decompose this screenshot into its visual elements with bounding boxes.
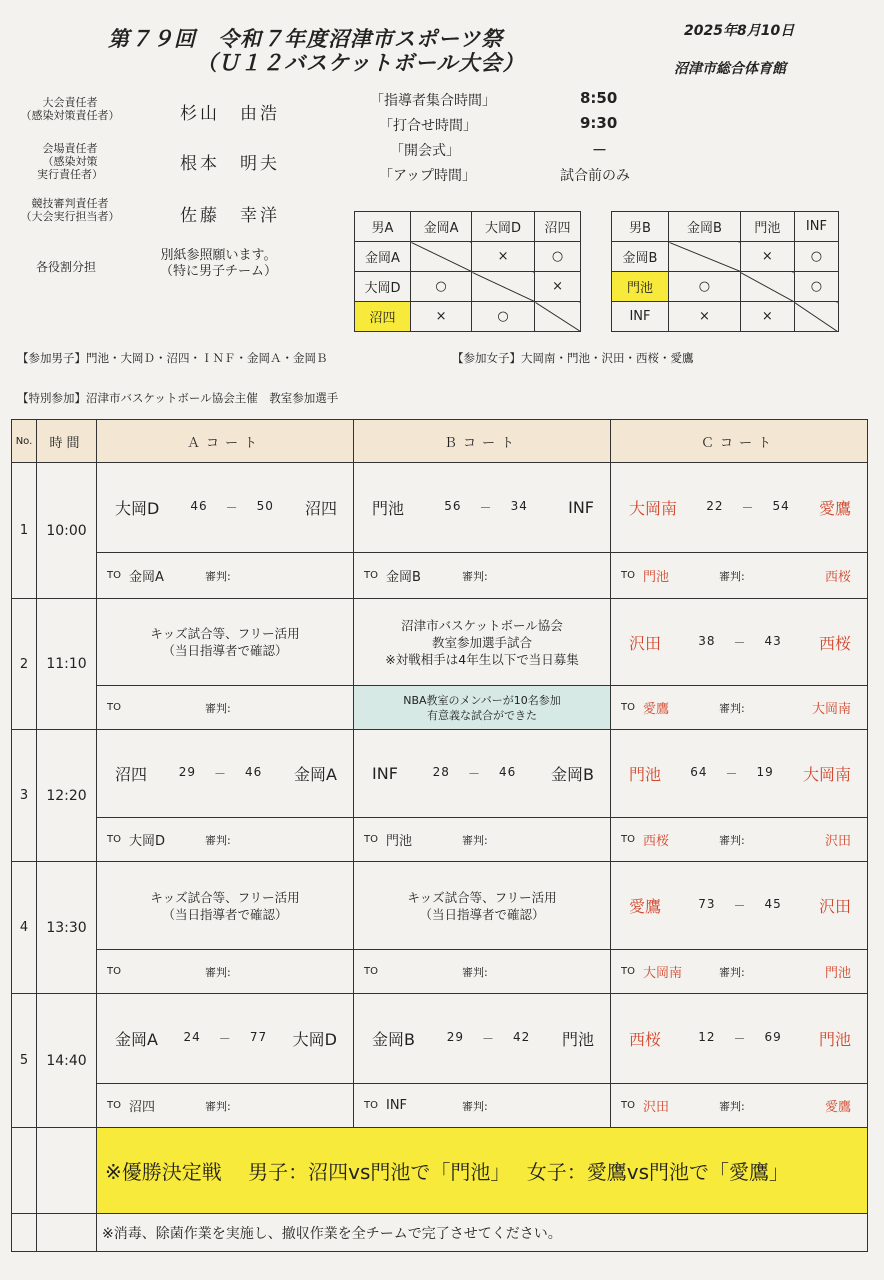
court-c-match — [611, 599, 868, 686]
team-away: 門池 — [818, 1030, 851, 1049]
group-a-corner: 男A — [355, 212, 411, 242]
group-b-cell-self — [669, 242, 741, 272]
court-b-note — [354, 599, 611, 686]
group-a-row-name-winner: 沼四 — [355, 302, 411, 332]
group-b-table — [611, 211, 839, 332]
court-c-match — [611, 730, 868, 818]
group-a-col: 大岡D — [472, 212, 535, 242]
roles-label: 各役割分担 — [36, 260, 97, 274]
court-a-match — [97, 463, 354, 553]
court-c-match — [611, 862, 868, 950]
score-away: 42 — [512, 1030, 531, 1044]
group-b-col: INF — [794, 212, 838, 242]
court-b-officials — [354, 950, 611, 994]
group-b-cell: ○ — [669, 272, 741, 302]
team-home: 沢田 — [629, 633, 662, 653]
team-away: 金岡A — [294, 765, 337, 784]
time-value-gather: 8:50 — [580, 89, 618, 107]
note-line-2: （当日指導者で確認） — [419, 906, 545, 922]
schedule-header-row — [12, 420, 868, 463]
event-date: 2025年8月10日 — [684, 23, 795, 39]
final-empty-no — [12, 1128, 37, 1214]
group-b-cell: ○ — [794, 272, 838, 302]
court-c-officials — [611, 686, 868, 730]
court-a-officials — [97, 950, 354, 994]
time-label-gather: 「指導者集合時間」 — [370, 93, 496, 109]
group-a-cell-self — [535, 302, 581, 332]
referee-label: 審判: — [204, 569, 231, 583]
to-team: 金岡A — [128, 570, 164, 585]
referee-label: 審判: — [718, 569, 745, 583]
score-home: 46 — [190, 499, 208, 513]
referee-team: 西桜 — [824, 570, 851, 585]
group-a-col: 沼四 — [535, 212, 581, 242]
group-a-col: 金岡A — [411, 212, 472, 242]
role-1-line-2: （感染対策責任者） — [20, 109, 120, 122]
score-dash: － — [741, 501, 755, 515]
time-label-meeting: 「打合せ時間」 — [379, 118, 477, 134]
team-home: 大岡南 — [629, 499, 678, 518]
to-label: TO — [107, 570, 121, 581]
venue-name: 沼津市総合体育館 — [674, 61, 786, 77]
score-home: 56 — [444, 499, 462, 513]
court-c-officials — [611, 553, 868, 599]
round-2-to-row — [12, 686, 868, 730]
group-a-cell: × — [411, 302, 472, 332]
court-b-officials — [354, 818, 611, 862]
team-away: 金岡B — [551, 765, 594, 784]
nba-note-line-1: NBA教室のメンバーが10名参加 — [403, 693, 561, 707]
roles-note — [160, 248, 277, 280]
team-home: 大岡D — [115, 499, 160, 518]
to-team: 沢田 — [642, 1100, 669, 1115]
referee-team: 大岡南 — [811, 702, 851, 717]
referee-label: 審判: — [461, 1099, 488, 1113]
role-3-line-1: 競技審判責任者 — [31, 197, 109, 210]
to-team: 門池 — [385, 834, 412, 849]
referee-label: 審判: — [718, 1099, 745, 1113]
to-team: 西桜 — [642, 834, 669, 849]
group-a-cell: ○ — [472, 302, 535, 332]
round-time: 13:30 — [37, 862, 97, 994]
court-a-officials — [97, 686, 354, 730]
to-label: TO — [364, 966, 378, 977]
score-dash: － — [218, 1032, 232, 1046]
round-4-match-row — [12, 862, 868, 950]
role-3-line-2: （大会実行担当者） — [20, 210, 120, 223]
score-away: 77 — [249, 1030, 268, 1044]
to-team: 愛鷹 — [642, 702, 669, 717]
role-2-line-3: 実行責任者） — [37, 168, 103, 181]
note-line-2: （当日指導者で確認） — [162, 906, 288, 922]
group-b-cell-self — [740, 272, 794, 302]
round-number: 2 — [12, 599, 37, 730]
note-line-3: ※対戦相手は4年生以下で当日募集 — [385, 651, 579, 667]
footer-empty-no — [12, 1214, 37, 1252]
referee-label: 審判: — [204, 701, 231, 715]
group-b-col: 金岡B — [669, 212, 741, 242]
round-time: 14:40 — [37, 994, 97, 1128]
to-label: TO — [107, 702, 121, 713]
round-number: 4 — [12, 862, 37, 994]
header-court-b: Ｂコート — [354, 420, 611, 463]
score-away: 46 — [245, 765, 263, 779]
time-value-opening: － — [592, 141, 608, 159]
team-away: INF — [568, 498, 594, 517]
round-time: 11:10 — [37, 599, 97, 730]
note-line-1: キッズ試合等、フリー活用 — [150, 626, 300, 641]
court-b-nba-note — [354, 686, 611, 730]
score-dash: － — [467, 767, 481, 781]
round-time: 10:00 — [37, 463, 97, 599]
group-b-col: 門池 — [740, 212, 794, 242]
role-2-line-2: （感染対策 — [42, 155, 98, 168]
round-1-match-row — [12, 463, 868, 553]
team-home: INF — [372, 764, 398, 783]
team-home: 金岡A — [115, 1030, 158, 1049]
score-home: 29 — [178, 765, 197, 779]
group-a-cell: ○ — [411, 272, 472, 302]
score-home: 29 — [446, 1030, 464, 1044]
header-no: No. — [12, 420, 37, 463]
to-label: TO — [107, 1100, 121, 1111]
note-line-1: キッズ試合等、フリー活用 — [407, 889, 557, 905]
referee-label: 審判: — [204, 965, 231, 979]
court-a-officials — [97, 818, 354, 862]
score-away: 69 — [764, 1030, 782, 1044]
court-b-officials — [354, 1084, 611, 1128]
official-name-3: 佐藤 幸洋 — [180, 206, 280, 226]
role-1-line-1: 大会責任者 — [42, 96, 98, 109]
score-away: 45 — [764, 897, 782, 911]
title-line-1: 第７９回 令和７年度沼津市スポーツ祭 — [108, 26, 504, 51]
team-away: 沢田 — [818, 897, 851, 916]
score-dash: － — [733, 635, 747, 650]
group-b-cell-self — [794, 302, 838, 332]
team-home: 愛鷹 — [629, 897, 662, 916]
participants-girls: 【参加女子】大岡南・門池・沢田・西桜・愛鷹 — [452, 351, 694, 365]
court-a-officials — [97, 1084, 354, 1128]
round-number: 1 — [12, 463, 37, 599]
header-court-c: Ｃコート — [611, 420, 868, 463]
group-a-table — [354, 211, 581, 332]
round-1-to-row — [12, 553, 868, 599]
team-home: 沼四 — [115, 765, 148, 784]
to-team: 沼四 — [128, 1100, 155, 1115]
score-home: 38 — [698, 633, 716, 648]
team-home: 西桜 — [629, 1030, 662, 1049]
round-time: 12:20 — [37, 730, 97, 862]
to-label: TO — [364, 570, 378, 581]
to-team: 大岡D — [128, 834, 165, 849]
round-5-match-row — [12, 994, 868, 1084]
official-role-2 — [14, 142, 126, 181]
group-b-corner: 男B — [612, 212, 669, 242]
round-2-match-row — [12, 599, 868, 686]
note-line-2: （当日指導者で確認） — [162, 643, 288, 658]
group-b-cell: ○ — [794, 242, 838, 272]
score-dash: － — [733, 1032, 747, 1046]
group-b-cell: × — [740, 302, 794, 332]
round-3-to-row — [12, 818, 868, 862]
to-label: TO — [107, 966, 121, 977]
score-away: 50 — [256, 499, 274, 513]
group-b-row-name-winner: 門池 — [612, 272, 669, 302]
footer-row — [12, 1214, 868, 1252]
court-c-officials — [611, 1084, 868, 1128]
score-home: 28 — [432, 765, 450, 779]
score-dash: － — [733, 899, 747, 913]
final-empty-time — [37, 1128, 97, 1214]
note-line-1: キッズ試合等、フリー活用 — [150, 889, 300, 905]
team-away: 愛鷹 — [818, 499, 851, 518]
court-c-officials — [611, 818, 868, 862]
to-label: TO — [621, 570, 635, 581]
official-role-1 — [14, 96, 126, 122]
team-home: 門池 — [372, 499, 405, 518]
court-a-officials — [97, 553, 354, 599]
note-line-2: 教室参加選手試合 — [431, 634, 532, 650]
referee-label: 審判: — [461, 965, 488, 979]
final-result-banner: ※優勝決定戦 男子：沼四vs門池で「門池」 女子：愛鷹vs門池で「愛鷹」 — [97, 1128, 868, 1214]
to-label: TO — [364, 834, 378, 845]
roles-note-1: 別紙参照願います。 — [160, 248, 277, 263]
official-name-1: 杉山 由浩 — [180, 104, 280, 124]
score-home: 12 — [698, 1030, 716, 1044]
header-court-a: Ａコート — [97, 420, 354, 463]
to-team: 大岡南 — [642, 966, 682, 981]
score-away: 43 — [764, 633, 782, 648]
court-c-match — [611, 994, 868, 1084]
score-dash: － — [479, 501, 493, 515]
group-b-row-name: 金岡B — [612, 242, 669, 272]
nba-note-line-2: 有意義な試合ができた — [427, 708, 537, 722]
court-a-note — [97, 599, 354, 686]
group-b-cell: × — [669, 302, 741, 332]
score-away: 19 — [756, 765, 774, 779]
to-label: TO — [621, 702, 635, 713]
score-dash: － — [225, 501, 239, 515]
score-dash: － — [214, 767, 228, 781]
court-a-match — [97, 730, 354, 818]
to-label: TO — [621, 1100, 635, 1111]
referee-label: 審判: — [204, 833, 231, 847]
group-a-cell: × — [472, 242, 535, 272]
group-b-cell: × — [740, 242, 794, 272]
time-label-warmup: 「アップ時間」 — [379, 168, 477, 184]
referee-team: 愛鷹 — [824, 1100, 851, 1115]
score-away: 46 — [498, 765, 517, 779]
round-number: 3 — [12, 730, 37, 862]
to-team: 金岡B — [385, 570, 421, 585]
referee-team: 門池 — [824, 966, 851, 981]
role-2-line-1: 会場責任者 — [42, 142, 98, 155]
group-a-cell: × — [535, 272, 581, 302]
score-home: 24 — [183, 1030, 201, 1044]
referee-label: 審判: — [461, 569, 488, 583]
score-home: 73 — [698, 897, 716, 911]
team-away: 西桜 — [818, 633, 851, 653]
court-a-match — [97, 994, 354, 1084]
group-a-row-name: 金岡A — [355, 242, 411, 272]
footer-note: ※消毒、除菌作業を実施し、撤収作業を全チームで完了させてください。 — [97, 1214, 868, 1252]
court-b-match — [354, 463, 611, 553]
referee-team: 沢田 — [824, 834, 851, 849]
to-label: TO — [621, 966, 635, 977]
schedule-table — [11, 419, 868, 1252]
court-b-note — [354, 862, 611, 950]
score-away: 54 — [772, 499, 790, 513]
score-away: 34 — [510, 499, 528, 513]
referee-label: 審判: — [718, 833, 745, 847]
group-a-cell-self — [472, 272, 535, 302]
team-home: 門池 — [629, 765, 662, 784]
score-home: 22 — [706, 499, 724, 513]
referee-label: 審判: — [204, 1099, 231, 1113]
time-value-meeting: 9:30 — [580, 114, 618, 132]
team-away: 沼四 — [304, 499, 337, 518]
court-c-match — [611, 463, 868, 553]
title-line-2: （Ｕ１２バスケットボール大会） — [196, 50, 525, 75]
to-label: TO — [107, 834, 121, 845]
team-away: 門池 — [561, 1030, 594, 1049]
to-label: TO — [364, 1100, 378, 1111]
referee-label: 審判: — [718, 701, 745, 715]
referee-label: 審判: — [461, 833, 488, 847]
footer-empty-time — [37, 1214, 97, 1252]
court-b-match — [354, 994, 611, 1084]
roles-note-2: （特に男子チーム） — [160, 264, 278, 279]
team-away: 大岡南 — [802, 765, 851, 784]
referee-label: 審判: — [718, 965, 745, 979]
round-number: 5 — [12, 994, 37, 1128]
group-a-cell: ○ — [535, 242, 581, 272]
note-line-1: 沼津市バスケットボール協会 — [401, 617, 563, 633]
court-c-officials — [611, 950, 868, 994]
official-name-2: 根本 明夫 — [180, 154, 280, 174]
to-label: TO — [621, 834, 635, 845]
round-4-to-row — [12, 950, 868, 994]
court-a-note — [97, 862, 354, 950]
team-away: 大岡D — [292, 1030, 337, 1049]
score-dash: － — [481, 1032, 495, 1046]
final-row — [12, 1128, 868, 1214]
court-b-officials — [354, 553, 611, 599]
court-b-match — [354, 730, 611, 818]
group-a-row-name: 大岡D — [355, 272, 411, 302]
group-b-row-name: INF — [612, 302, 669, 332]
score-dash: － — [725, 767, 739, 781]
time-label-opening: 「開会式」 — [390, 143, 460, 159]
header-time: 時間 — [37, 420, 97, 463]
round-3-match-row — [12, 730, 868, 818]
to-team: 門池 — [642, 570, 669, 585]
score-home: 64 — [690, 765, 708, 779]
round-5-to-row — [12, 1084, 868, 1128]
participants-boys: 【参加男子】門池・大岡Ｄ・沼四・ＩＮＦ・金岡Ａ・金岡Ｂ — [17, 351, 328, 365]
to-team: INF — [385, 1098, 408, 1113]
group-a-cell-self — [411, 242, 472, 272]
time-value-warmup: 試合前のみ — [560, 168, 630, 184]
official-role-3 — [14, 197, 126, 223]
team-home: 金岡B — [372, 1030, 415, 1049]
participants-special: 【特別参加】沼津市バスケットボール協会主催 教室参加選手 — [17, 391, 339, 405]
